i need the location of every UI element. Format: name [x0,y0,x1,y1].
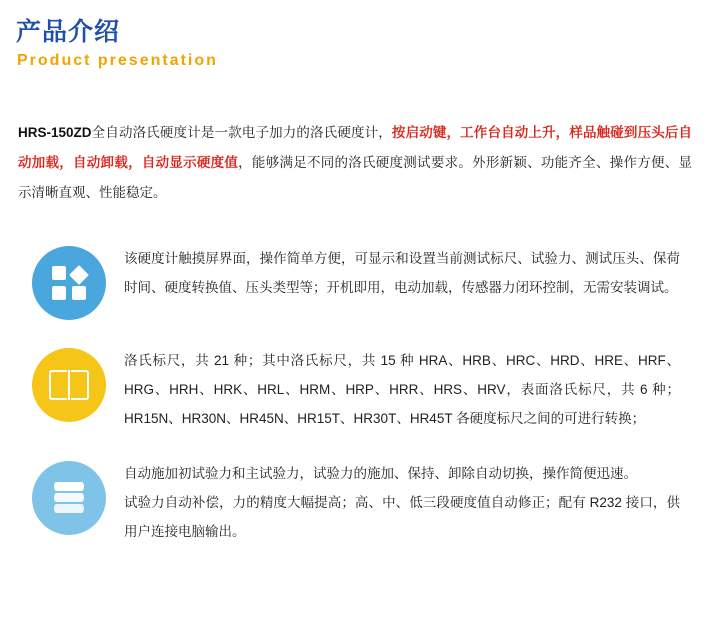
grid-square-3 [52,286,66,300]
feature-line: 洛氏标尺，共 21 种；其中洛氏标尺，共 15 种 HRA、HRB、HRC、HRD、HRE、HRF、HRG、HRH、HRK、HRL、HRM、HRP、HRR、HRS、HRV，表面洛氏标尺，共 6 种；HR15N、HR30N、HR45N、HR15T、HR30T、HR45T 各硬度标尺之间的可进行转换； [124,353,680,426]
layer-bottom [54,504,84,513]
feature-line: 该硬度计触摸屏界面，操作简单方便，可显示和设置当前测试标尺、试验力、测试压头、保荷时间、硬度转换值、压头类型等；开机即用，电动加载，传感器力闭环控制，无需安装调试。 [124,251,680,295]
layer-top [54,482,84,491]
grid-squares-icon [32,246,106,320]
feature-line: 试验力自动补偿，力的精度大幅提高；高、中、低三段硬度值自动修正；配有 R232 接口，供用户连接电脑输出。 [124,495,680,539]
feature-text [124,459,696,546]
grid-square-1 [52,266,66,280]
intro-paragraph [18,118,692,208]
open-book-icon [32,348,106,422]
grid-square-2 [69,265,89,285]
grid-squares-glyph [52,266,86,300]
intro-text-after: ，能够满足不同的洛氏硬度测试要求。外形新颖、功能齐全、操作方便、显示清晰直观、性能稳定。 [18,155,693,200]
feature-item [14,459,696,546]
layers-glyph [49,482,89,514]
feature-item [14,244,696,320]
feature-item [14,346,696,433]
feature-text [124,346,696,433]
grid-square-4 [72,286,86,300]
feature-text [124,244,696,302]
layer-middle [54,493,84,502]
product-model: HRS-150ZD [18,125,92,140]
layers-icon [32,461,106,535]
intro-highlight: 按启动键，工作台自动上升，样品触碰到压头后自动加载，自动卸载，自动显示硬度值 [18,125,693,170]
book-spine [68,370,70,400]
feature-line: 自动施加初试验力和主试验力，试验力的施加、保持、卸除自动切换，操作简便迅速。 [124,466,637,481]
page-title-en: Product presentation [17,52,218,69]
page-title-cn: 产品介绍 [16,18,121,46]
intro-text-before: 全自动洛氏硬度计是一款电子加力的洛氏硬度计， [91,125,392,140]
open-book-glyph [49,370,89,400]
book-right-page [71,370,89,400]
feature-list [14,244,696,546]
book-left-page [49,370,67,400]
